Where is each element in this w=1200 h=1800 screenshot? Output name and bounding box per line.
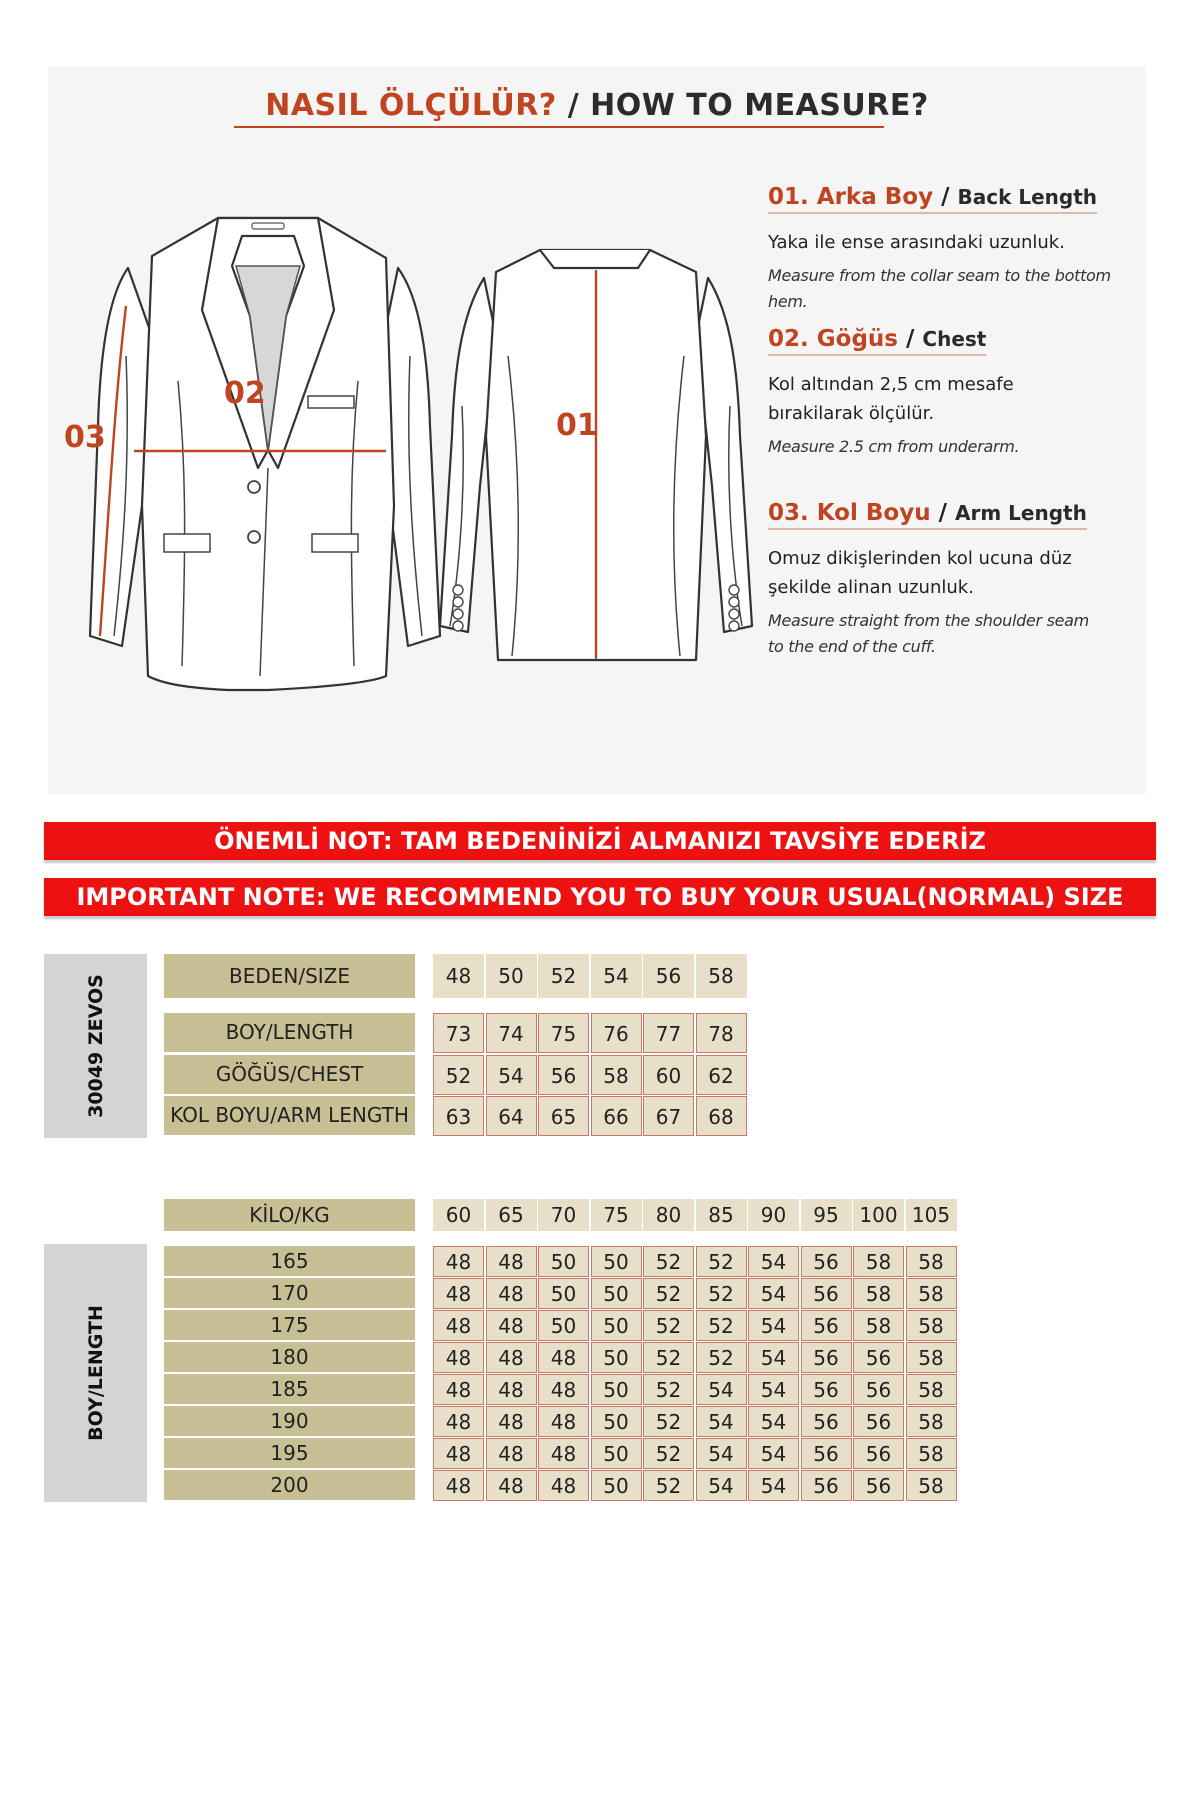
- measure-panel: [48, 66, 1146, 794]
- fit-cell: 48: [433, 1374, 484, 1405]
- size-cell: 62: [696, 1055, 747, 1095]
- fit-cell: 50: [591, 1374, 642, 1405]
- info-title-en: Chest: [922, 327, 987, 351]
- info-heading: 01. Arka Boy / Back Length: [768, 184, 1097, 214]
- measure-info-chest: [768, 326, 1138, 460]
- title-tr: NASIL ÖLÇÜLÜR?: [265, 88, 557, 123]
- weight-header-cell: 60: [433, 1199, 484, 1231]
- fit-cell: 56: [853, 1342, 904, 1373]
- fit-cell: 54: [748, 1342, 799, 1373]
- size-header-cell: 50: [486, 954, 537, 998]
- fit-cell: 52: [643, 1342, 694, 1373]
- size-cell: 63: [433, 1096, 484, 1136]
- fit-cell: 56: [853, 1470, 904, 1501]
- height-row-label: 200: [164, 1470, 415, 1500]
- weight-header-cell: 75: [591, 1199, 642, 1231]
- fit-cell: 56: [853, 1374, 904, 1405]
- weight-header-cell: 100: [853, 1199, 904, 1231]
- fit-cell: 54: [748, 1406, 799, 1437]
- fit-cell: 48: [486, 1470, 537, 1501]
- measure-info-arm-length: [768, 500, 1138, 660]
- fit-cell: 48: [538, 1470, 589, 1501]
- important-note-en: IMPORTANT NOTE: WE RECOMMEND YOU TO BUY YOUR USUAL(NORMAL) SIZE: [44, 878, 1156, 916]
- fit-cell: 54: [696, 1374, 747, 1405]
- size-cell: 76: [591, 1013, 642, 1053]
- fit-cell: 48: [433, 1246, 484, 1277]
- fit-cell: 52: [643, 1310, 694, 1341]
- info-desc-tr: Yaka ile ense arasındaki uzunluk.: [768, 232, 1065, 253]
- info-desc-en: Measure 2.5 cm from underarm.: [768, 437, 1020, 456]
- weight-header-cell: 105: [906, 1199, 957, 1231]
- front-chest-label: 02: [224, 376, 266, 411]
- important-note-tr: ÖNEMLİ NOT: TAM BEDENİNİZİ ALMANIZI TAVSİYE EDERİZ: [44, 822, 1156, 860]
- info-number: 03.: [768, 500, 809, 526]
- weight-header-cell: 65: [486, 1199, 537, 1231]
- fit-cell: 56: [801, 1310, 852, 1341]
- info-title-tr: Arka Boy: [816, 184, 934, 210]
- fit-cell: 48: [433, 1278, 484, 1309]
- height-row-label: 190: [164, 1406, 415, 1436]
- size-row-label: BOY/LENGTH: [164, 1013, 415, 1052]
- size-header-cell: 56: [643, 954, 694, 998]
- fit-cell: 48: [538, 1374, 589, 1405]
- fit-cell: 50: [591, 1406, 642, 1437]
- fit-cell: 48: [486, 1310, 537, 1341]
- height-row-label: 165: [164, 1246, 415, 1276]
- fit-cell: 48: [433, 1342, 484, 1373]
- weight-header-cell: 80: [643, 1199, 694, 1231]
- size-cell: 75: [538, 1013, 589, 1053]
- fit-cell: 56: [801, 1374, 852, 1405]
- size-cell: 73: [433, 1013, 484, 1053]
- fit-cell: 54: [748, 1374, 799, 1405]
- fit-cell: 54: [748, 1278, 799, 1309]
- fit-cell: 56: [801, 1278, 852, 1309]
- fit-cell: 56: [801, 1470, 852, 1501]
- info-desc-tr: Kol altından 2,5 cm mesafe bırakilarak ölçülür.: [768, 374, 1014, 424]
- info-heading: 03. Kol Boyu / Arm Length: [768, 500, 1087, 530]
- size-cell: 60: [643, 1055, 694, 1095]
- fit-cell: 50: [591, 1438, 642, 1469]
- size-cell: 64: [486, 1096, 537, 1136]
- fit-cell: 58: [906, 1310, 957, 1341]
- front-jacket-illustration: [68, 206, 468, 766]
- fit-cell: 48: [486, 1278, 537, 1309]
- fit-cell: 56: [853, 1406, 904, 1437]
- fit-cell: 50: [591, 1470, 642, 1501]
- size-cell: 74: [486, 1013, 537, 1053]
- fit-cell: 50: [591, 1342, 642, 1373]
- fit-cell: 48: [433, 1406, 484, 1437]
- size-cell: 54: [486, 1055, 537, 1095]
- fit-cell: 58: [906, 1278, 957, 1309]
- fit-cell: 48: [538, 1406, 589, 1437]
- fit-cell: 56: [801, 1342, 852, 1373]
- fit-cell: 52: [643, 1470, 694, 1501]
- fit-cell: 54: [696, 1438, 747, 1469]
- fit-cell: 52: [643, 1438, 694, 1469]
- fit-cell: 48: [433, 1310, 484, 1341]
- info-number: 01.: [768, 184, 809, 210]
- info-title-en: Back Length: [957, 185, 1098, 209]
- fit-cell: 54: [748, 1310, 799, 1341]
- fit-cell: 48: [486, 1342, 537, 1373]
- back-jacket-illustration: [436, 236, 756, 736]
- fit-cell: 56: [801, 1406, 852, 1437]
- fit-cell: 52: [643, 1278, 694, 1309]
- fit-cell: 56: [801, 1246, 852, 1277]
- size-header-cell: 54: [591, 954, 642, 998]
- fit-cell: 52: [643, 1246, 694, 1277]
- fit-cell: 52: [696, 1310, 747, 1341]
- fit-cell: 52: [696, 1342, 747, 1373]
- fit-cell: 58: [906, 1438, 957, 1469]
- size-cell: 52: [433, 1055, 484, 1095]
- info-desc-en: Measure straight from the shoulder seam to the end of the cuff.: [768, 611, 1089, 656]
- info-desc-tr: Omuz dikişlerinden kol ucuna düz şekilde alinan uzunluk.: [768, 548, 1072, 598]
- fit-cell: 48: [538, 1342, 589, 1373]
- size-cell: 77: [643, 1013, 694, 1053]
- fit-cell: 48: [538, 1438, 589, 1469]
- size-row-label: GÖĞÜS/CHEST: [164, 1055, 415, 1094]
- info-title-tr: Göğüs: [816, 326, 898, 352]
- size-cell: 58: [591, 1055, 642, 1095]
- fit-table-side-label: [44, 1244, 147, 1502]
- size-cell: 56: [538, 1055, 589, 1095]
- size-header-cell: 52: [538, 954, 589, 998]
- info-heading: 02. Göğüs / Chest: [768, 326, 986, 356]
- fit-cell: 58: [906, 1374, 957, 1405]
- size-header-cell: 58: [696, 954, 747, 998]
- info-title-en: Arm Length: [955, 501, 1087, 525]
- height-row-label: 185: [164, 1374, 415, 1404]
- fit-cell: 58: [906, 1246, 957, 1277]
- fit-cell: 50: [591, 1278, 642, 1309]
- size-row-label: KOL BOYU/ARM LENGTH: [164, 1096, 415, 1135]
- info-number: 02.: [768, 326, 809, 352]
- fit-cell: 56: [801, 1438, 852, 1469]
- fit-cell: 54: [696, 1406, 747, 1437]
- weight-header-cell: 90: [748, 1199, 799, 1231]
- fit-cell: 50: [591, 1310, 642, 1341]
- weight-header-cell: 70: [538, 1199, 589, 1231]
- side-label-text: 30049 ZEVOS: [84, 974, 107, 1118]
- title-underline: [234, 126, 884, 128]
- fit-cell: 54: [696, 1470, 747, 1501]
- fit-cell: 50: [538, 1278, 589, 1309]
- size-header-cell: 48: [433, 954, 484, 998]
- fit-cell: 48: [433, 1438, 484, 1469]
- fit-cell: 52: [643, 1406, 694, 1437]
- fit-cell: 58: [906, 1342, 957, 1373]
- fit-cell: 48: [486, 1374, 537, 1405]
- side-label-text: BOY/LENGTH: [84, 1305, 107, 1441]
- measure-info-back-length: [768, 184, 1138, 315]
- weight-header-cell: 95: [801, 1199, 852, 1231]
- title-en: HOW TO MEASURE?: [590, 88, 929, 123]
- fit-cell: 48: [433, 1470, 484, 1501]
- info-desc-en: Measure from the collar seam to the bottom hem.: [768, 266, 1111, 311]
- fit-cell: 58: [853, 1278, 904, 1309]
- weight-header-label: KİLO/KG: [164, 1199, 415, 1231]
- fit-cell: 54: [748, 1438, 799, 1469]
- page-title: [48, 88, 1146, 123]
- fit-cell: 52: [696, 1246, 747, 1277]
- size-cell: 78: [696, 1013, 747, 1053]
- height-row-label: 180: [164, 1342, 415, 1372]
- fit-cell: 48: [486, 1246, 537, 1277]
- fit-cell: 50: [538, 1246, 589, 1277]
- fit-cell: 52: [696, 1278, 747, 1309]
- fit-cell: 54: [748, 1246, 799, 1277]
- size-cell: 65: [538, 1096, 589, 1136]
- front-arm-label: 03: [64, 420, 106, 455]
- info-title-tr: Kol Boyu: [816, 500, 931, 526]
- fit-cell: 56: [853, 1438, 904, 1469]
- height-row-label: 195: [164, 1438, 415, 1468]
- size-cell: 67: [643, 1096, 694, 1136]
- size-table-side-label: [44, 954, 147, 1138]
- fit-cell: 48: [486, 1406, 537, 1437]
- fit-cell: 58: [853, 1310, 904, 1341]
- size-cell: 68: [696, 1096, 747, 1136]
- fit-cell: 58: [906, 1406, 957, 1437]
- fit-cell: 52: [643, 1374, 694, 1405]
- height-row-label: 170: [164, 1278, 415, 1308]
- height-row-label: 175: [164, 1310, 415, 1340]
- fit-cell: 54: [748, 1470, 799, 1501]
- size-cell: 66: [591, 1096, 642, 1136]
- fit-cell: 50: [591, 1246, 642, 1277]
- weight-header-cell: 85: [696, 1199, 747, 1231]
- fit-cell: 58: [906, 1470, 957, 1501]
- fit-cell: 58: [853, 1246, 904, 1277]
- size-header-label: BEDEN/SIZE: [164, 954, 415, 998]
- title-separator: /: [556, 88, 591, 123]
- fit-cell: 50: [538, 1310, 589, 1341]
- fit-cell: 48: [486, 1438, 537, 1469]
- back-length-label: 01: [556, 408, 598, 443]
